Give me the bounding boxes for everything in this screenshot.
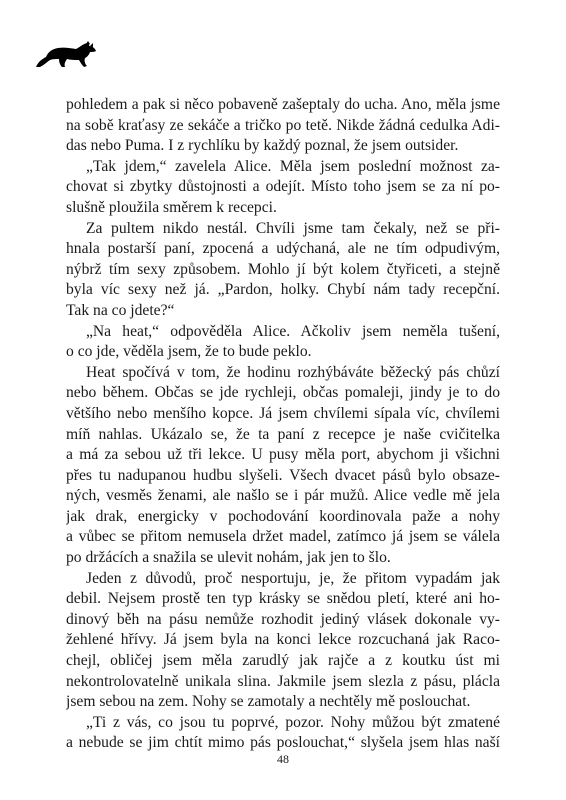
text-line: přes tu nadupanou hudbu slyšeli. Všech dvacet pásů bylo obsaze- xyxy=(66,466,500,484)
text-line: na sobě kraťasy ze sekáče a tričko po tetě. Nikde žádná cedulka Adi- xyxy=(66,116,500,134)
text-line: „Tak jdem,“ zavelela Alice. Měla jsem poslední možnost za- xyxy=(86,157,500,175)
text-line: jsem sebou na zem. Nohy se zamotaly a nechtěly mě poslouchat. xyxy=(66,693,471,711)
text-line: debil. Nejsem prostě ten typ krásky se snědou pletí, které ani ho- xyxy=(66,590,500,608)
text-line: nebo během. Občas se jde rychleji, občas pomaleji, jindy je to do xyxy=(66,384,500,402)
text-line: po držácích a snažila se ulevit nohám, jak jen to šlo. xyxy=(66,549,391,567)
text-line: „Na heat,“ odpověděla Alice. Ačkoliv jsem neměla tušení, xyxy=(86,322,500,340)
text-line: a nebude se jim chtít mimo pás poslouchat,“ slyšela jsem hlas naší xyxy=(66,734,500,752)
text-line: míň nahlas. Ukázalo se, že ta paní z recepce je naše cvičitelka xyxy=(66,425,500,443)
text-line: dinový běh na pásu nemůže rozhodit jediný vlásek dokonale vy- xyxy=(66,610,500,628)
text-line: pohledem a pak si něco pobaveně zašeptaly do ucha. Ano, měla jsme xyxy=(66,96,500,113)
text-line: a má za sebou už tři lekce. U pusy měla port, abychom ji všichni xyxy=(66,446,500,464)
text-line: většího nebo menšího kopce. Já jsem chvílemi sípala víc, chvílemi xyxy=(66,404,500,422)
text-line: o co jde, věděla jsem, že to bude peklo. xyxy=(66,343,312,361)
body-text xyxy=(66,95,500,754)
text-line: „Ti z vás, co jsou tu poprvé, pozor. Nohy můžou být zmatené xyxy=(86,713,500,731)
text-line: hnala postarší paní, zpocená a udýchaná, ale ne tím odpudivým, xyxy=(66,240,500,258)
text-line: ných, vesměs ženami, ale našlo se i pár mužů. Alice vedle mě jela xyxy=(66,487,500,505)
text-line: a vůbec se přitom nemusela držet madel, zatímco já jsem se válela xyxy=(66,528,500,546)
text-line: Za pultem nikdo nestál. Chvíli jsme tam čekaly, než se při- xyxy=(86,219,500,237)
text-line: chejl, obličej jsem měla zarudlý jak rajče a z koutku úst mi xyxy=(66,652,500,670)
text-line: chovat si zbytky důstojnosti a odejít. Místo toho jsem se za ní po- xyxy=(66,178,500,196)
text-line: slušně ploužila směrem k recepci. xyxy=(66,198,277,216)
text-line: nýbrž tím sexy způsobem. Mohlo jí být kolem čtyřiceti, a stejně xyxy=(66,260,500,278)
page-number: 48 xyxy=(277,752,289,766)
text-line: Tak na co jdete?“ xyxy=(66,301,175,319)
text-line: nekontrolovatelně unikala slina. Jakmile jsem slezla z pásu, plácla xyxy=(66,672,500,690)
text-line: byla víc sexy než já. „Pardon, holky. Chybí nám tady recepční. xyxy=(66,281,500,299)
text-line: žehlené hřívy. Já jsem byla na konci lekce rozcuchaná jak Raco- xyxy=(66,631,500,649)
text-line: jak drak, energicky v pochodování koordinovala paže a nohy xyxy=(66,507,500,525)
text-line: Heat spočívá v tom, že hodinu rozhýbáváte běžecký pás chůzí xyxy=(86,363,500,381)
cat-silhouette-icon xyxy=(34,40,104,70)
text-line: Jeden z důvodů, proč nesportuju, je, že přitom vypadám jak xyxy=(86,569,500,587)
text-line: das nebo Puma. I z rychlíku by každý poznal, že jsem outsider. xyxy=(66,137,459,155)
